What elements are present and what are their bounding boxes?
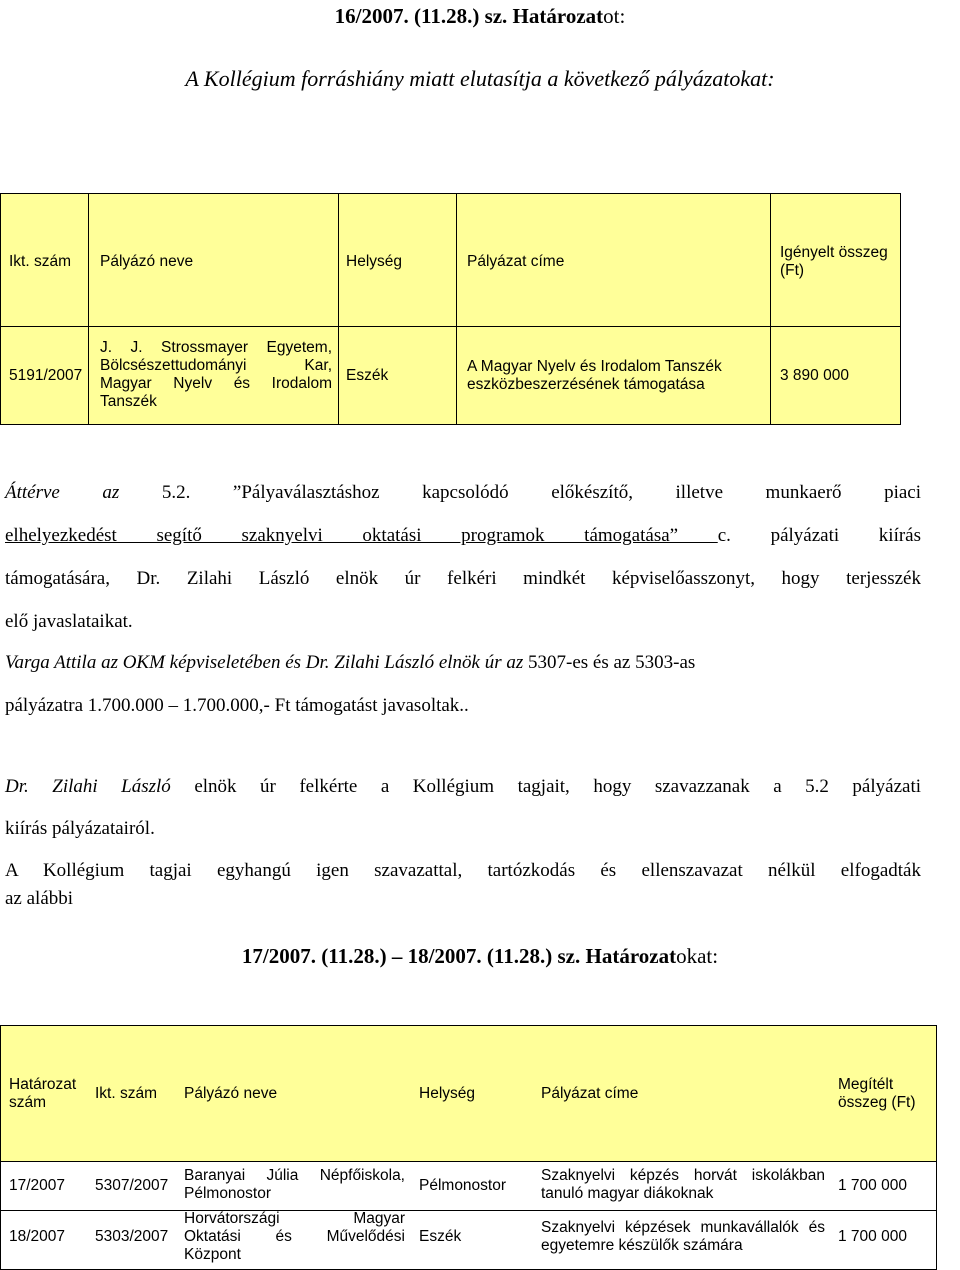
t2-header-hatarozat-line2: szám: [9, 1094, 47, 1111]
t2-header-palyazo: Pályázó neve: [184, 1085, 278, 1102]
para3-line2: kiírás pályázatairól.: [5, 818, 155, 839]
rejection-subtitle: A Kollégium forráshiány miatt elutasítja a következő pályázatokat:: [185, 66, 775, 91]
t2-row2-palyazo-line1: Horvátországi Magyar: [184, 1210, 405, 1227]
resolution-heading-17-18-suffix: okat:: [676, 944, 719, 968]
t2-row2-ikt: 5303/2007: [95, 1228, 169, 1245]
t2-row1-cime-line1: Szaknyelvi képzés horvát iskolákban: [541, 1167, 825, 1184]
t2-row1-ikt: 5307/2007: [95, 1177, 169, 1194]
para2-line1: [5, 652, 921, 673]
para4-line2: az alábbi: [5, 888, 74, 909]
t1-header-cime: Pályázat címe: [467, 253, 565, 270]
para2-italic: Varga Attila az OKM képviseletében és Dr. Zilahi László elnök úr az: [5, 652, 524, 673]
t2-header-megitelt-line1: Megítélt: [838, 1076, 894, 1093]
para3-line1: [5, 776, 921, 797]
t1-row-palyazo-line4: Tanszék: [100, 393, 157, 410]
t2-row2-helyseg: Eszék: [419, 1228, 462, 1245]
para4-line1: A Kollégium tagjai egyhangú igen szavazattal, tartózkodás és ellenszavazat nélkül elfogadták: [5, 860, 921, 881]
t2-row2-cime-line2: egyetemre készülők számára: [541, 1237, 743, 1254]
t2-row1-osszeg: 1 700 000: [838, 1177, 907, 1194]
t1-header-osszeg-line2: (Ft): [780, 262, 805, 279]
t1-header-ikt: Ikt. szám: [9, 253, 72, 270]
para1-line2-rest: c. pályázati kiírás: [717, 525, 921, 546]
t2-row2-palyazo-line3: Központ: [184, 1246, 241, 1263]
t1-row-cime-line1: A Magyar Nyelv és Irodalom Tanszék: [467, 358, 722, 375]
t1-header-osszeg-line1: Igényelt összeg: [780, 244, 888, 261]
para2-line1-rest: 5307-es és az 5303-as: [523, 652, 696, 673]
para3-line1-rest: elnök úr felkérte a Kollégium tagjait, hogy szavazzanak a 5.2 pályázati: [170, 776, 922, 797]
para1-line2: [5, 525, 921, 546]
t2-header-ikt: Ikt. szám: [95, 1085, 158, 1102]
t2-header-cime: Pályázat címe: [541, 1085, 639, 1102]
para1-line3: támogatására, Dr. Zilahi László elnök úr felkéri mindkét képviselőasszonyt, hogy terjesszék: [5, 568, 921, 589]
t2-row1-palyazo-line1: Baranyai Júlia Népfőiskola,: [184, 1167, 405, 1184]
resolution-heading-16: [0, 4, 960, 29]
t2-row1-palyazo-line2: Pélmonostor: [184, 1185, 272, 1202]
para1-underlined-title: elhelyezkedést segítő szaknyelvi oktatási programok támogatása”: [5, 525, 718, 546]
t1-row-osszeg: 3 890 000: [780, 367, 849, 384]
t1-row-cime-line2: eszközbeszerzésének támogatása: [467, 376, 705, 393]
t2-row2-osszeg: 1 700 000: [838, 1228, 907, 1245]
t2-header-hatarozat-line1: Határozat: [9, 1076, 77, 1093]
resolution-heading-16-suffix: ot:: [603, 4, 626, 28]
resolution-heading-16-bold: 16/2007. (11.28.) sz. Határozat: [334, 4, 604, 28]
t2-header-helyseg: Helység: [419, 1085, 475, 1102]
para1-line1-rest: 5.2. ”Pályaválasztáshoz kapcsolódó előkészítő, illetve munkaerő piaci: [161, 482, 921, 503]
resolution-heading-17-18: [0, 944, 960, 969]
t2-header-megitelt-line2: összeg (Ft): [838, 1094, 916, 1111]
t2-row1-cime-line2: tanuló magyar diákoknak: [541, 1185, 714, 1202]
t2-row2-hatarozat: 18/2007: [9, 1228, 66, 1245]
t1-header-helyseg: Helység: [346, 253, 402, 270]
para1-line1: [5, 482, 921, 503]
t1-row-palyazo-line2: Bölcsészettudományi Kar,: [100, 357, 332, 374]
t1-row-ikt: 5191/2007: [9, 367, 83, 384]
resolution-heading-17-18-bold: 17/2007. (11.28.) – 18/2007. (11.28.) sz. Határozat: [241, 944, 677, 968]
t1-row-palyazo-line3: Magyar Nyelv és Irodalom: [100, 375, 332, 392]
t1-row-palyazo-line1: J. J. Strossmayer Egyetem,: [100, 339, 332, 356]
t2-row2-palyazo-line2: Oktatási és Művelődési: [184, 1228, 405, 1245]
t1-row-helyseg: Eszék: [346, 367, 389, 384]
t2-row1-hatarozat: 17/2007: [9, 1177, 66, 1194]
t1-header-palyazo: Pályázó neve: [100, 253, 194, 270]
para1-line4: elő javaslataikat.: [5, 611, 133, 632]
t2-row1-helyseg: Pélmonostor: [419, 1177, 507, 1194]
para2-line2: pályázatra 1.700.000 – 1.700.000,- Ft támogatást javasoltak..: [5, 695, 469, 716]
para1-italic-lead: Áttérve az: [5, 482, 120, 503]
para3-italic-name: Dr. Zilahi László: [5, 776, 171, 797]
t2-row2-cime-line1: Szaknyelvi képzések munkavállalók és: [541, 1219, 825, 1236]
